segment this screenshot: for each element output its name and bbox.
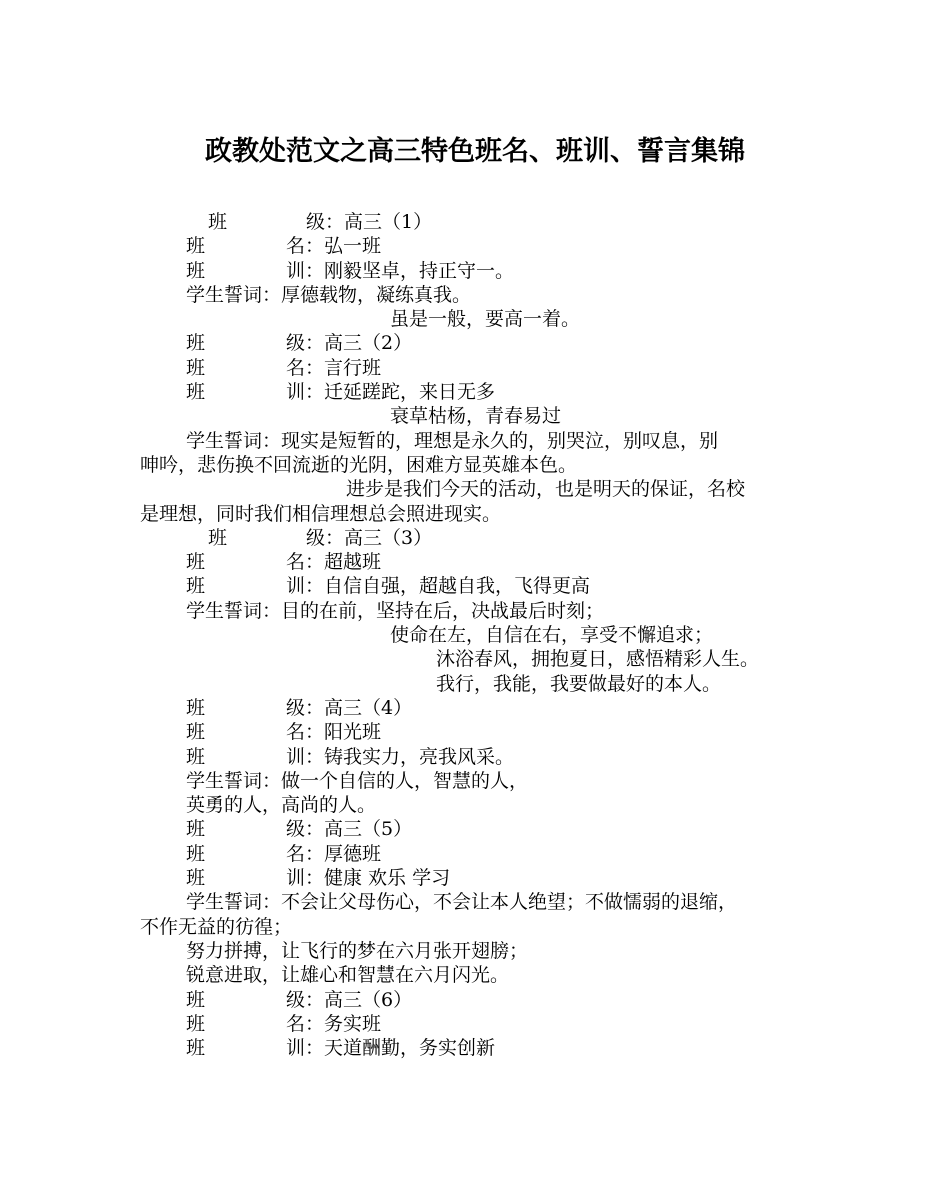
label-ming: 名： bbox=[286, 551, 325, 574]
class-2-oath-2: 呻吟，悲伤换不回流逝的光阴，困难方显英雄本色。 bbox=[140, 453, 578, 476]
label-ban: 班 bbox=[186, 696, 206, 719]
class-1-oath-1: 厚德载物，凝练真我。 bbox=[281, 283, 472, 306]
label-ban: 班 bbox=[208, 211, 228, 233]
class-6-motto: 天道酬勤，务实创新 bbox=[324, 1037, 496, 1060]
label-ban: 班 bbox=[186, 988, 206, 1011]
label-xun: 训： bbox=[286, 575, 325, 598]
class-3-oath-2: 使命在左，自信在右，享受不懈追求； bbox=[390, 624, 714, 647]
label-ban: 班 bbox=[186, 818, 206, 841]
class-5-oath-1: 不会让父母伤心，不会让本人绝望；不做懦弱的退缩， bbox=[281, 891, 738, 914]
class-6-grade-line bbox=[140, 988, 830, 1012]
class-1-oath-2: 虽是一般，要高一着。 bbox=[390, 308, 581, 331]
class-1-oath-line-2 bbox=[140, 307, 830, 331]
label-ming: 名： bbox=[286, 235, 325, 258]
class-5-oath-2: 不作无益的彷徨； bbox=[140, 915, 293, 938]
class-2-name-line bbox=[140, 356, 830, 380]
class-5-name-line bbox=[140, 842, 830, 866]
label-ji: 级： bbox=[306, 211, 345, 233]
class-2-oath-1: 现实是短暂的，理想是永久的，别哭泣，别叹息，别 bbox=[281, 429, 719, 452]
class-3-motto: 自信自强，超越自我，飞得更高 bbox=[324, 575, 591, 598]
label-ban: 班 bbox=[186, 721, 206, 744]
class-4-grade-line bbox=[140, 696, 830, 720]
class-4-name: 阳光班 bbox=[324, 721, 382, 744]
label-ban: 班 bbox=[186, 332, 206, 355]
label-ji: 级： bbox=[286, 332, 325, 355]
label-ming: 名： bbox=[286, 1012, 325, 1035]
class-2-grade: 高三（2） bbox=[324, 332, 413, 355]
label-ming: 名： bbox=[286, 842, 325, 865]
label-xun: 训： bbox=[286, 259, 325, 282]
label-ming: 名： bbox=[286, 721, 325, 744]
label-ban: 班 bbox=[186, 259, 206, 282]
class-4-motto-line bbox=[140, 745, 830, 769]
class-1-motto-line bbox=[140, 259, 830, 283]
class-1-grade-line bbox=[140, 210, 830, 234]
class-3-grade: 高三（3） bbox=[344, 526, 433, 549]
label-ban: 班 bbox=[186, 842, 206, 865]
class-5-oath-line-2 bbox=[140, 915, 830, 939]
class-3-motto-line bbox=[140, 574, 830, 598]
class-3-oath-line-2 bbox=[140, 623, 830, 647]
label-oath: 学生誓词： bbox=[186, 599, 282, 622]
class-2-motto-line-2 bbox=[140, 404, 830, 428]
label-ji: 级： bbox=[306, 526, 345, 549]
label-ji: 级： bbox=[286, 988, 325, 1011]
label-ji: 级： bbox=[286, 696, 325, 719]
label-xun: 训： bbox=[286, 745, 325, 768]
class-2-grade-line bbox=[140, 331, 830, 355]
class-5-grade: 高三（5） bbox=[324, 818, 413, 841]
class-2-oath-line-3 bbox=[140, 477, 830, 501]
class-2-oath-line-4 bbox=[140, 502, 830, 526]
class-2-motto-1: 迁延蹉跎，来日无多 bbox=[324, 381, 496, 404]
class-2-motto-line-1 bbox=[140, 380, 830, 404]
class-2-name: 言行班 bbox=[324, 356, 382, 379]
class-4-motto: 铸我实力，亮我风采。 bbox=[324, 745, 515, 768]
label-oath: 学生誓词： bbox=[186, 769, 282, 792]
label-oath: 学生誓词： bbox=[186, 283, 282, 306]
label-ban: 班 bbox=[208, 526, 228, 549]
class-1-name-line bbox=[140, 234, 830, 258]
class-3-oath-line-4 bbox=[140, 672, 830, 696]
class-4-grade: 高三（4） bbox=[324, 696, 413, 719]
class-2-oath-3: 进步是我们今天的活动，也是明天的保证，名校 bbox=[346, 478, 746, 501]
label-xun: 训： bbox=[286, 1037, 325, 1060]
class-5-name: 厚德班 bbox=[324, 842, 382, 865]
class-3-name-line bbox=[140, 550, 830, 574]
class-1-motto: 刚毅坚卓，持正守一。 bbox=[324, 259, 515, 282]
class-2-oath-line-1 bbox=[140, 429, 830, 453]
class-3-oath-4: 我行，我能，我要做最好的本人。 bbox=[436, 672, 722, 695]
class-3-oath-3: 沐浴春风，拥抱夏日，感悟精彩人生。 bbox=[436, 648, 760, 671]
class-1-oath-line-1 bbox=[140, 283, 830, 307]
class-3-grade-line bbox=[140, 526, 830, 550]
class-5-oath-line-4 bbox=[140, 963, 830, 987]
class-2-motto-2: 衰草枯杨，青春易过 bbox=[390, 405, 562, 428]
class-1-name: 弘一班 bbox=[324, 235, 382, 258]
class-5-grade-line bbox=[140, 817, 830, 841]
label-ming: 名： bbox=[286, 356, 325, 379]
class-5-motto-line bbox=[140, 866, 830, 890]
class-2-oath-4: 是理想，同时我们相信理想总会照进现实。 bbox=[140, 502, 502, 525]
label-ban: 班 bbox=[186, 867, 206, 890]
document-title: 政教处范文之高三特色班名、班训、誓言集锦 bbox=[205, 136, 745, 167]
class-4-oath-1: 做一个自信的人，智慧的人， bbox=[281, 769, 529, 792]
class-3-oath-line-3 bbox=[140, 647, 830, 671]
label-ban: 班 bbox=[186, 575, 206, 598]
label-ji: 级： bbox=[286, 818, 325, 841]
class-2-oath-line-2 bbox=[140, 453, 830, 477]
class-1-grade: 高三（1） bbox=[344, 211, 433, 233]
class-5-oath-4: 锐意进取，让雄心和智慧在六月闪光。 bbox=[186, 964, 510, 987]
label-xun: 训： bbox=[286, 867, 325, 890]
label-ban: 班 bbox=[186, 1012, 206, 1035]
class-4-oath-line-1 bbox=[140, 769, 830, 793]
class-6-name-line bbox=[140, 1012, 830, 1036]
class-4-name-line bbox=[140, 720, 830, 744]
label-xun: 训： bbox=[286, 381, 325, 404]
class-6-motto-line bbox=[140, 1036, 830, 1060]
class-3-oath-1: 目的在前，坚持在后，决战最后时刻； bbox=[281, 599, 605, 622]
label-oath: 学生誓词： bbox=[186, 891, 282, 914]
class-4-oath-line-2 bbox=[140, 793, 830, 817]
class-4-oath-2: 英勇的人，高尚的人。 bbox=[186, 794, 377, 817]
label-oath: 学生誓词： bbox=[186, 429, 282, 452]
class-3-oath-line-1 bbox=[140, 599, 830, 623]
class-3-name: 超越班 bbox=[324, 551, 382, 574]
class-5-motto: 健康 欢乐 学习 bbox=[324, 867, 451, 890]
label-ban: 班 bbox=[186, 356, 206, 379]
class-5-oath-3: 努力拼搏，让飞行的梦在六月张开翅膀； bbox=[186, 939, 529, 962]
label-ban: 班 bbox=[186, 745, 206, 768]
label-ban: 班 bbox=[186, 235, 206, 258]
class-5-oath-line-3 bbox=[140, 939, 830, 963]
label-ban: 班 bbox=[186, 1037, 206, 1060]
label-ban: 班 bbox=[186, 381, 206, 404]
label-ban: 班 bbox=[186, 551, 206, 574]
document-body bbox=[140, 210, 830, 1060]
class-6-name: 务实班 bbox=[324, 1012, 382, 1035]
class-5-oath-line-1 bbox=[140, 890, 830, 914]
class-6-grade: 高三（6） bbox=[324, 988, 413, 1011]
